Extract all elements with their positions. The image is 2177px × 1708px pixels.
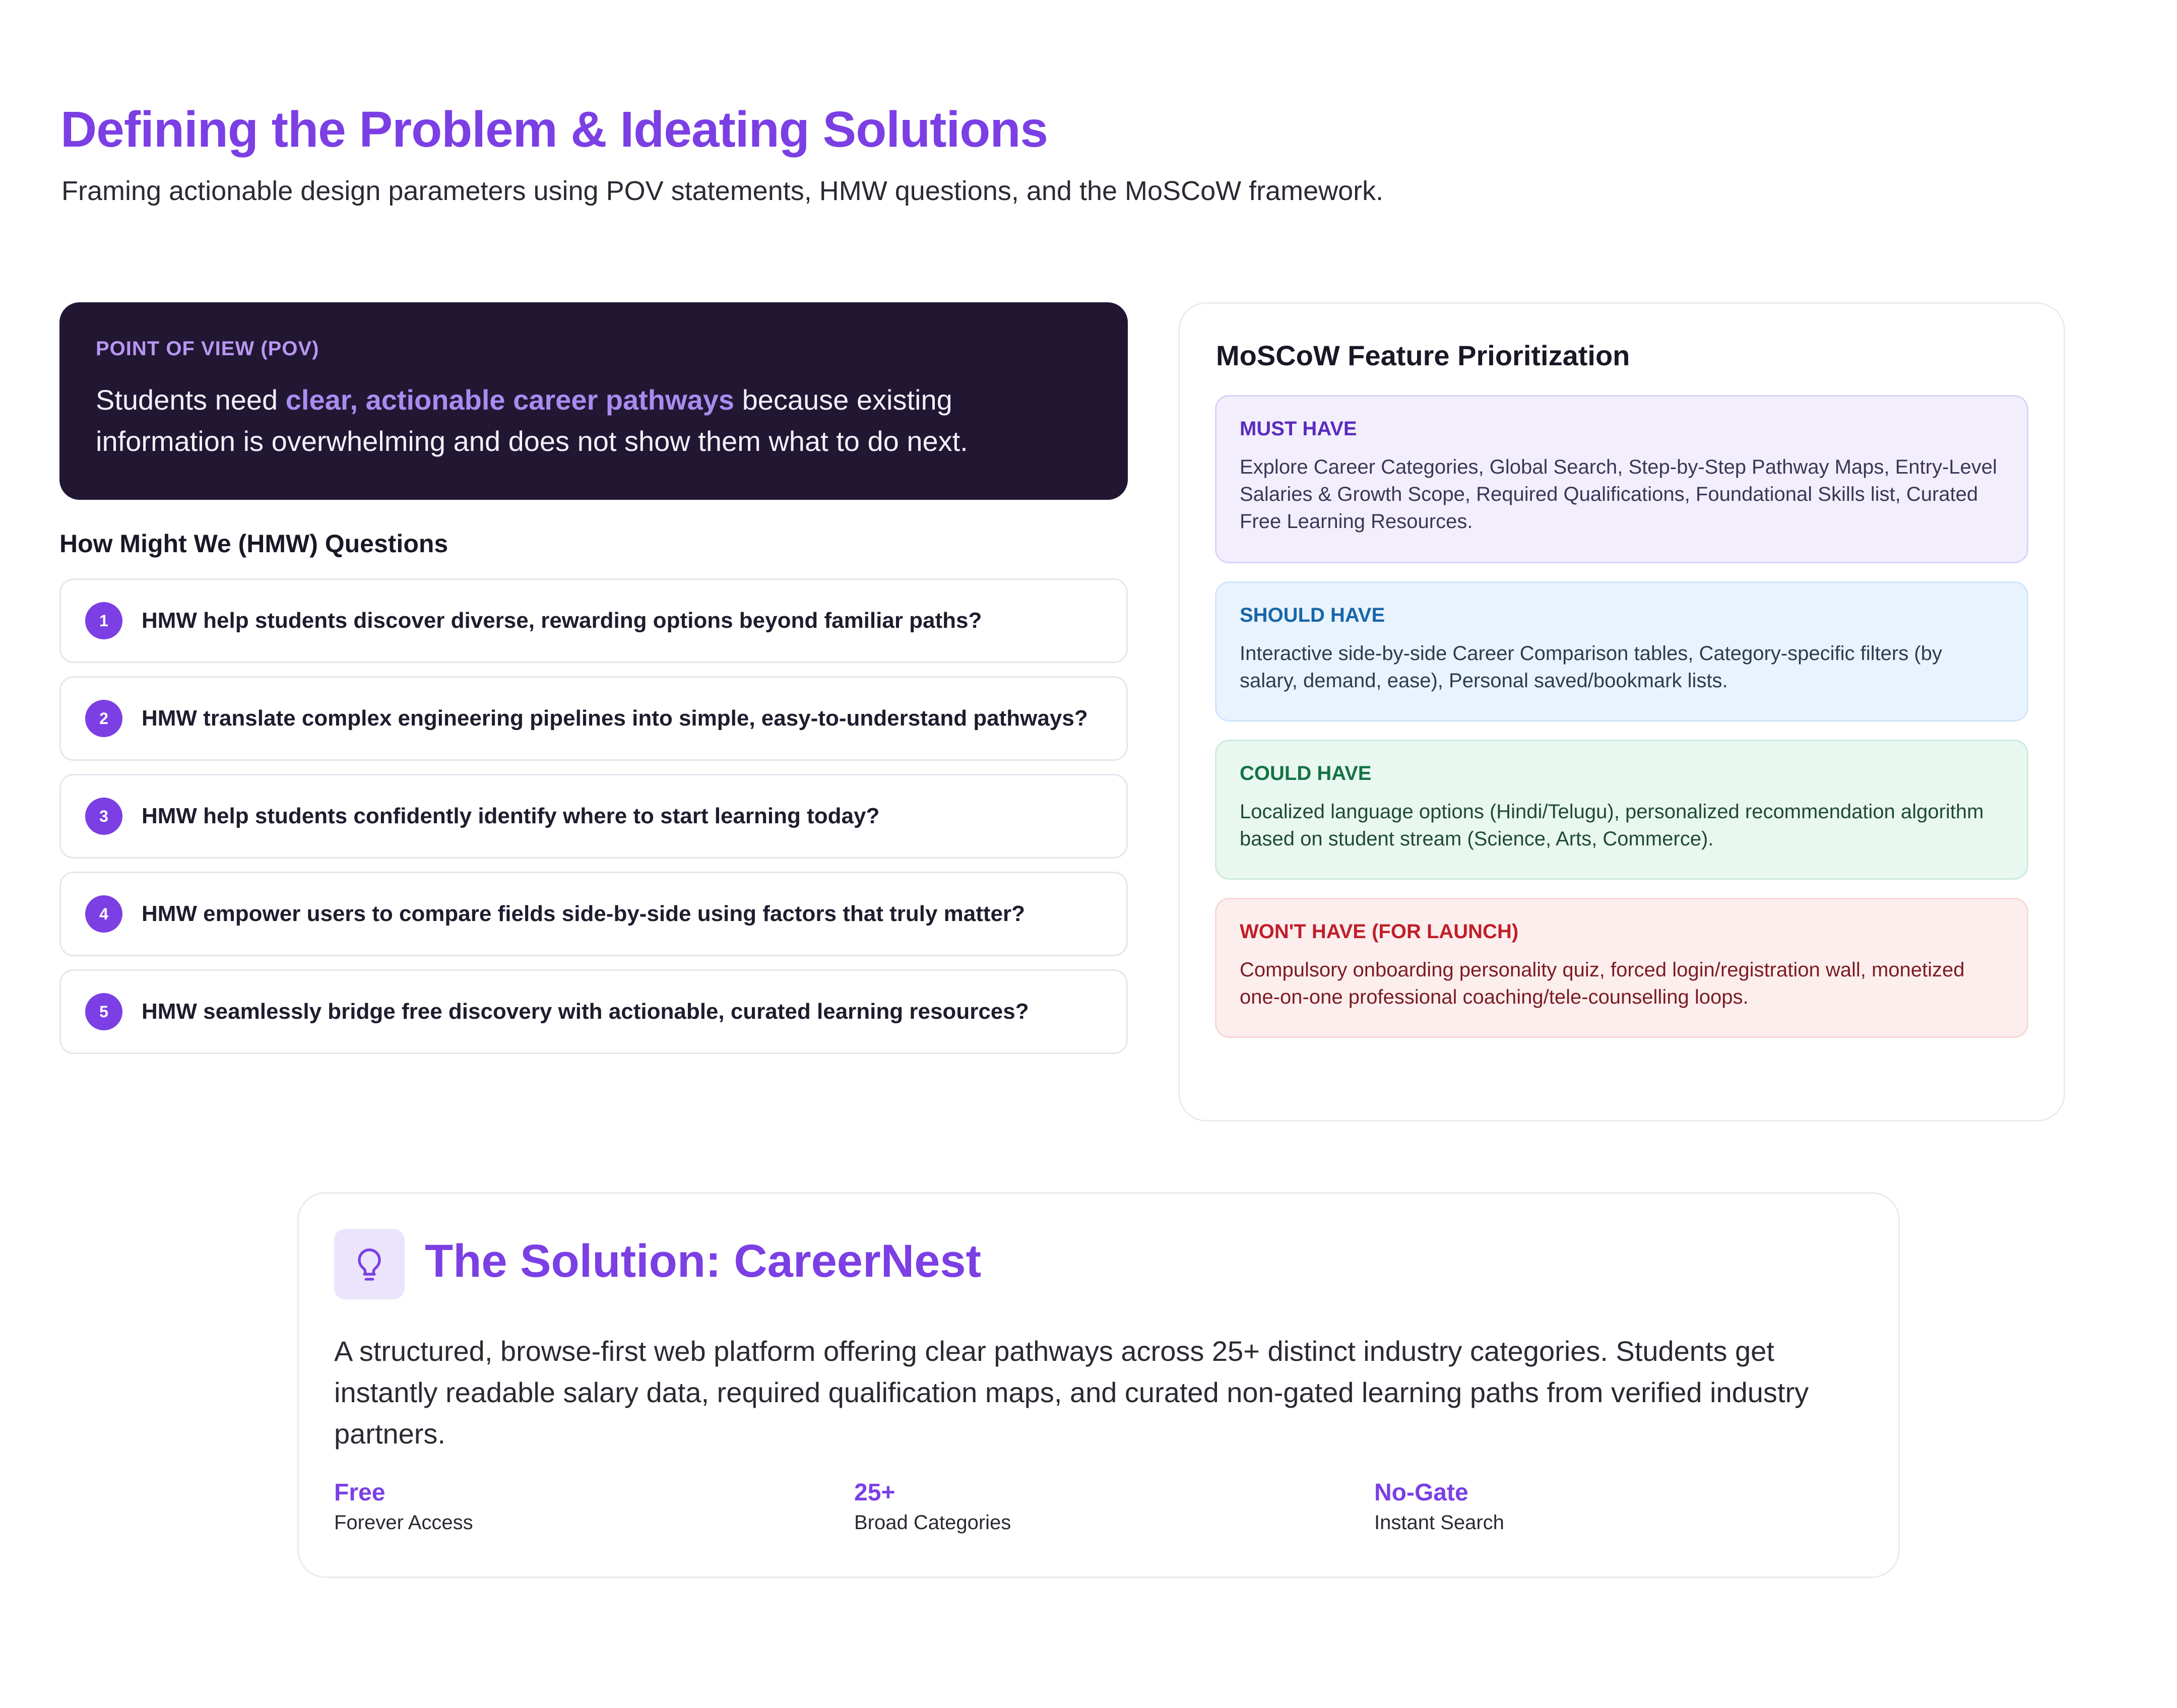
pov-card [59, 302, 1128, 500]
solution-description: A structured, browse-first web platform offering clear pathways across 25+ distinct industry categories. Students get instantly readable salary data, required qualification maps, and curated non-gated learning paths from verified industry partners. [334, 1335, 1809, 1450]
pov-text-after: because existing information is overwhelming and does not show them what to do next. [96, 384, 968, 457]
stat-value: 25+ [854, 1479, 895, 1506]
stat-label: Instant Search [1374, 1512, 1504, 1534]
hmw-question-text: HMW empower users to compare fields side-by-side using factors that truly matter? [142, 901, 1026, 926]
hmw-number-badge: 4 [85, 895, 122, 933]
must-have-card [1215, 395, 2028, 563]
moscow-panel [1178, 302, 2065, 1122]
lightbulb-icon [334, 1229, 405, 1299]
could-have-body: Localized language options (Hindi/Telugu), personalized recommendation algorithm based on student stream (Science, Arts, Commerce). [1240, 801, 1984, 850]
wont-have-body: Compulsory onboarding personality quiz, forced login/registration wall, monetized one-on-one professional coaching/tele-counselling loops. [1240, 959, 1965, 1008]
moscow-title: MoSCoW Feature Prioritization [1216, 340, 1630, 371]
wont-have-card [1215, 898, 2028, 1038]
hmw-number-badge: 5 [85, 993, 122, 1030]
must-have-title: MUST HAVE [1240, 418, 1357, 440]
hmw-number-badge: 3 [85, 798, 122, 835]
could-have-title: COULD HAVE [1240, 762, 1372, 784]
must-have-body: Explore Career Categories, Global Search, Step-by-Step Pathway Maps, Entry-Level Salaries & Growth Scope, Required Qualifications, Foundational Skills list, Curated Free Learning Resources. [1240, 456, 1997, 533]
hmw-item [59, 969, 1128, 1054]
stat-free [334, 1479, 473, 1534]
pov-label: POINT OF VIEW (POV) [96, 338, 319, 360]
hmw-number-badge: 2 [85, 700, 122, 737]
hmw-question-text: HMW help students discover diverse, rewarding options beyond familiar paths? [142, 608, 982, 633]
stat-label: Forever Access [334, 1512, 473, 1534]
hmw-item [59, 872, 1128, 956]
hmw-question-text: HMW help students confidently identify where to start learning today? [142, 804, 880, 828]
pov-highlight: clear, actionable career pathways [285, 384, 735, 416]
pov-text-before: Students need [96, 384, 286, 416]
solution-title: The Solution: CareerNest [425, 1235, 982, 1287]
hmw-heading: How Might We (HMW) Questions [59, 530, 449, 558]
page-title: Defining the Problem & Ideating Solutions [60, 101, 1048, 158]
hmw-item [59, 676, 1128, 761]
pov-statement [96, 379, 1092, 462]
stat-value: No-Gate [1374, 1479, 1468, 1506]
stat-label: Broad Categories [854, 1512, 1011, 1534]
should-have-title: SHOULD HAVE [1240, 604, 1385, 626]
page-subtitle: Framing actionable design parameters using POV statements, HMW questions, and the MoSCoW framework. [61, 176, 1384, 206]
wont-have-title: WON'T HAVE (FOR LAUNCH) [1240, 921, 1519, 943]
hmw-question-text: HMW seamlessly bridge free discovery with actionable, curated learning resources? [142, 999, 1029, 1024]
hmw-item [59, 774, 1128, 859]
should-have-card [1215, 581, 2028, 721]
hmw-number-badge: 1 [85, 602, 122, 639]
hmw-list [59, 578, 1128, 1067]
stat-categories [854, 1479, 1011, 1534]
hmw-question-text: HMW translate complex engineering pipelines into simple, easy-to-understand pathways? [142, 706, 1088, 731]
solution-card [297, 1192, 1900, 1578]
should-have-body: Interactive side-by-side Career Comparison tables, Category-specific filters (by salary, demand, ease), Personal saved/bookmark lists. [1240, 642, 1942, 692]
stat-value: Free [334, 1479, 386, 1506]
stat-no-gate [1374, 1479, 1504, 1534]
hmw-item [59, 578, 1128, 663]
could-have-card [1215, 740, 2028, 880]
